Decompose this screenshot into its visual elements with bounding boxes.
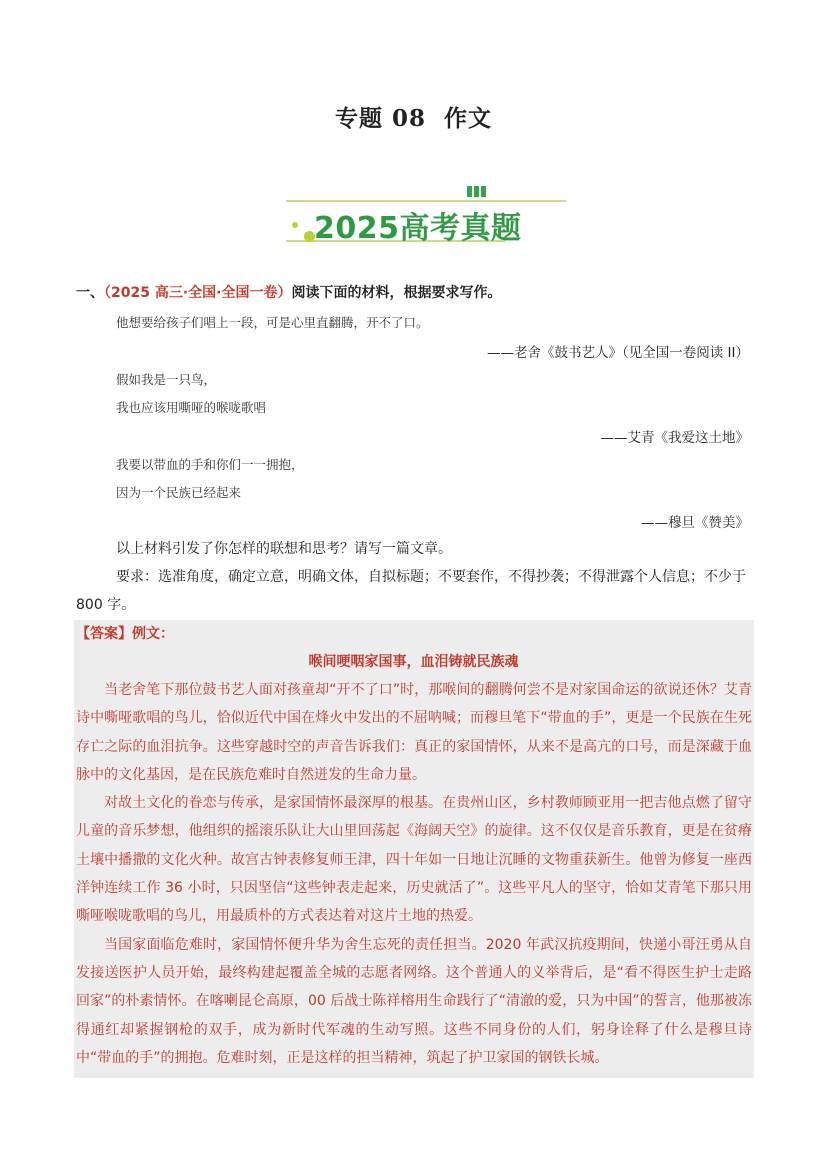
page-title: [0, 100, 827, 133]
topic-number: 专题 08: [334, 105, 426, 132]
essay-paragraph: 当国家面临危难时，家国情怀便升华为舍生忘死的责任担当。2020 年武汉抗疫期间，快递小哥汪勇从自发接送医护人员开始，最终构建起覆盖全城的志愿者网络。这个普通人的义举背后，是“看不得医生护士走路回家”的朴素情怀。在喀喇昆仑高原，00 后战士陈祥榕用生命践行了“清澈的爱，只为中国”的誓言，他那被冻得通红却紧握钢枪的双手，成为新时代军魂的生动写照。这些不同身份的人们，躬身诠释了什么是穆旦诗中“带血的手”的拥抱。危难时刻，正是这样的担当精神，筑起了护卫家国的钢铁长城。: [76, 936, 752, 1066]
material-quote: 他想要给孩子们唱上一段，可是心里直翻腾，开不了口。: [116, 315, 429, 330]
writing-requirement: 要求：选准角度，确定立意，明确文体，自拟标题；不要套作，不得抄袭；不得泄露个人信息；不少于 800 字。: [76, 569, 746, 613]
material-quote: 因为一个民族已经起来: [116, 485, 242, 500]
topic-name: 作文: [444, 105, 492, 132]
essay-title: 喉间哽咽家国事，血泪铸就民族魂: [308, 654, 519, 670]
material-quote: 我要以带血的手和你们一一拥抱，: [116, 457, 304, 472]
material-attribution: ——穆旦《赞美》: [641, 515, 749, 531]
writing-prompt: 以上材料引发了你怎样的联想和思考？请写一篇文章。: [116, 541, 452, 557]
banner-text: 2025高考真题: [314, 211, 522, 246]
banner-bars-icon: [467, 186, 487, 197]
material-quote: 假如我是一只鸟，: [116, 372, 217, 387]
question-instruction: 阅读下面的材料，根据要求写作。: [291, 285, 502, 301]
essay-paragraph: 对故土文化的眷恋与传承，是家国情怀最深厚的根基。在贵州山区，乡村教师顾亚用一把吉他点燃了留守儿童的音乐梦想，他组织的摇滚乐队让大山里回荡起《海阔天空》的旋律。这不仅仅是音乐教育，更是在贫瘠土壤中播撒的文化火种。故宫古钟表修复师王津，四十年如一日地让沉睡的文物重获新生。他曾为修复一座西洋钟连续工作 36 小时，只因坚信“这些钟表走起来，历史就活了”。这些平凡人的坚守，恰如艾青笔下那只用嘶哑喉咙歌唱的鸟儿，用最质朴的方式表达着对这片土地的热爱。: [76, 795, 752, 925]
material-attribution: ——老舍《鼓书艺人》（见全国一卷阅读 II）: [486, 345, 749, 361]
answer-label: 【答案】例文：: [76, 626, 174, 642]
essay-paragraph: 当老舍笔下那位鼓书艺人面对孩童却“开不了口”时，那喉间的翻腾何尝不是对家国命运的欲说还休？艾青诗中嘶哑歌唱的鸟儿，恰似近代中国在烽火中发出的不屈呐喊；而穆旦笔下“带血的手”，更是一个民族在生死存亡之际的血泪抗争。这些穿越时空的声音告诉我们：真正的家国情怀，从来不是高亢的口号，而是深藏于血脉中的文化基因，是在民族危难时自然迸发的生命力量。: [76, 682, 752, 783]
exam-banner: [280, 180, 570, 260]
banner-decor-dot: [292, 222, 298, 228]
question-heading: [76, 282, 501, 302]
question-source: （2025 高三·全国·全国一卷）: [104, 285, 292, 301]
question-number: 一、: [76, 285, 104, 301]
banner-decor-line: [286, 200, 566, 202]
material-attribution: ——艾青《我爱这土地》: [600, 430, 749, 446]
material-quote: 我也应该用嘶哑的喉咙歌唱: [116, 400, 267, 415]
essay-body: [76, 676, 752, 1072]
